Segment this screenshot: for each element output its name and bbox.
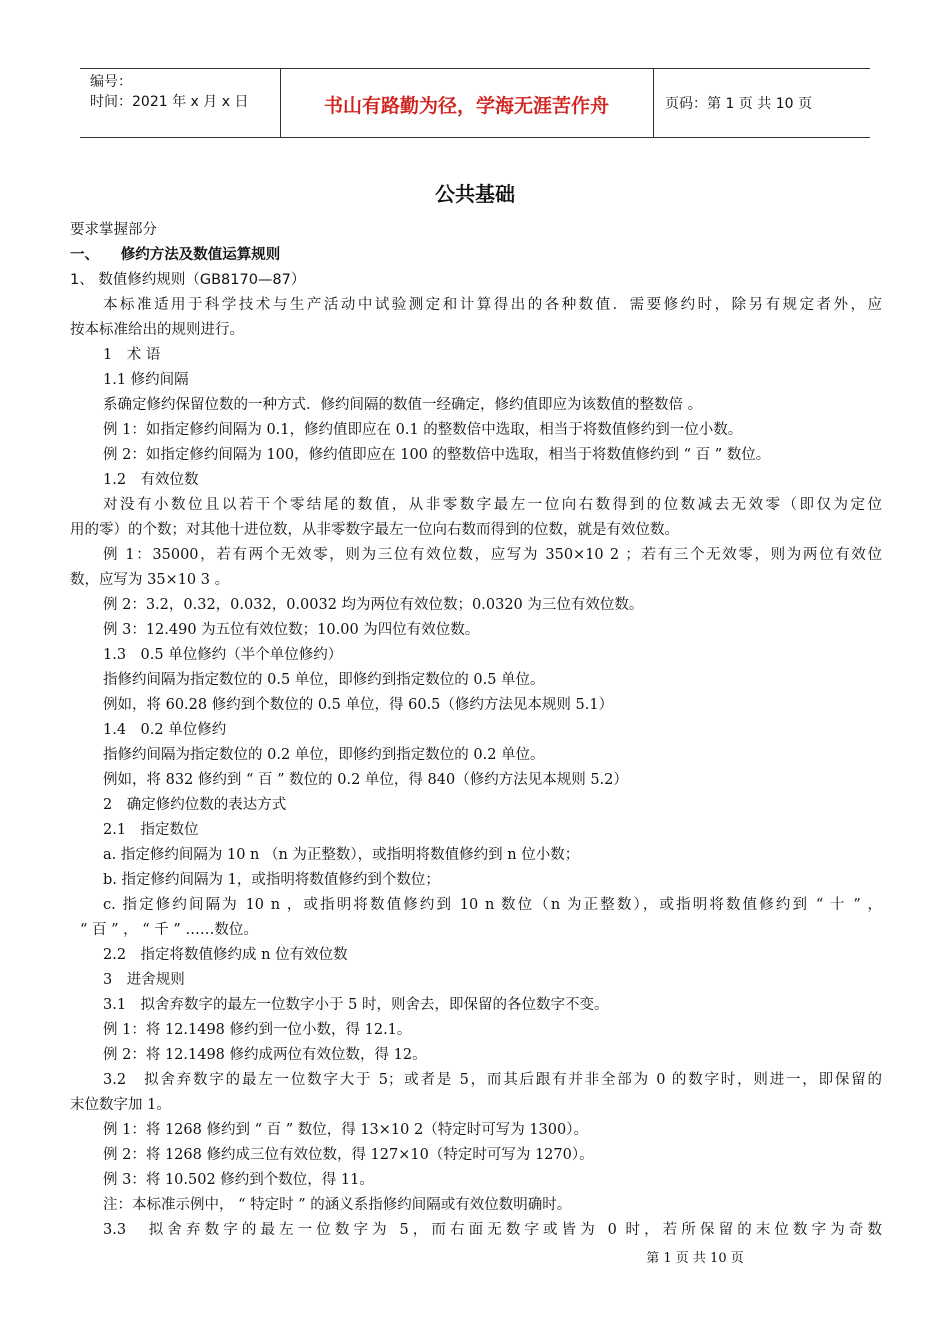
header-info-cell	[80, 69, 281, 137]
text-line: 数，应写为 35×10 3 。	[70, 572, 230, 588]
text-line: a. 指定修约间隔为 10 n （n 为正整数），或指明将数值修约到 n 位小数；	[103, 847, 580, 863]
page-title: 公共基础	[435, 182, 515, 206]
text-line: 3.3 拟舍弃数字的最左一位数字为 5，而右面无数字或皆为 0 时，若所保留的末位数字为奇数	[103, 1222, 882, 1238]
text-line: 例 2：将 1268 修约成三位有效位数，得 127×10（特定时可写为 1270）。	[103, 1147, 594, 1163]
text-line: 对没有小数位且以若干个零结尾的数值，从非零数字最左一位向右数得到的位数减去无效零（即仅为定位	[103, 497, 882, 513]
text-line: 1 术 语	[103, 347, 161, 363]
text-line: 例 1：35000，若有两个无效零，则为三位有效位数，应写为 350×10 2 ；若有三个无效零，则为两位有效位	[103, 547, 882, 563]
text-line: 3 进舍规则	[103, 972, 185, 988]
text-line: 2 确定修约位数的表达方式	[103, 797, 287, 813]
text-line: 2.1 指定数位	[103, 822, 199, 838]
text-line: 1.1 修约间隔	[103, 372, 189, 388]
text-line: 本标准适用于科学技术与生产活动中试验测定和计算得出的各种数值．需要修约时，除另有规定者外，应	[103, 297, 882, 313]
text-line: 用的零）的个数；对其他十进位数，从非零数字最左一位向右数而得到的位数，就是有效位数。	[70, 522, 679, 538]
text-line: 系确定修约保留位数的一种方式．修约间隔的数值一经确定，修约值即应为该数值的整数倍 。	[103, 397, 703, 413]
text-line: 例 1：将 1268 修约到 “ 百 ” 数位，得 13×10 2（特定时可写为 1300）。	[103, 1122, 588, 1138]
text-line: 按本标准给出的规则进行。	[70, 322, 244, 338]
text-line: 例如，将 60.28 修约到个数位的 0.5 单位，得 60.5（修约方法见本规则 5.1）	[103, 697, 614, 713]
text-line: 1.2 有效位数	[103, 472, 199, 488]
header-motto: 书山有路勤为径，学海无涯苦作舟	[323, 95, 609, 117]
text-line: 例 1：将 12.1498 修约到一位小数，得 12.1。	[103, 1022, 412, 1038]
text-line: 3.2 拟舍弃数字的最左一位数字大于 5；或者是 5，而其后跟有并非全部为 0 的数字时，则进一，即保留的	[103, 1072, 882, 1088]
text-line: 1.3 0.5 单位修约（半个单位修约）	[103, 647, 343, 663]
header-page-cell	[653, 69, 870, 137]
text-line: 例 3：将 10.502 修约到个数位，得 11。	[103, 1172, 374, 1188]
text-line: c. 指定修约间隔为 10 n ，或指明将数值修约到 10 n 数位（n 为正整数），或指明将数值修约到 “ 十 ” ，	[103, 897, 882, 913]
header-motto-cell	[280, 69, 654, 137]
text-line: b. 指定修约间隔为 1，或指明将数值修约到个数位；	[103, 872, 440, 888]
text-line: 例 1：如指定修约间隔为 0.1，修约值即应在 0.1 的整数倍中选取，相当于将数值修约到一位小数。	[103, 422, 743, 438]
document-time-label: 时间：2021 年 x 月 x 日	[90, 94, 249, 110]
text-line: 指修约间隔为指定数位的 0.2 单位，即修约到指定数位的 0.2 单位。	[103, 747, 545, 763]
text-line: 例 2：如指定修约间隔为 100，修约值即应在 100 的整数倍中选取，相当于将数值修约到 “ 百 ” 数位。	[103, 447, 771, 463]
page-header	[80, 68, 870, 138]
subsection-heading: 1、 数值修约规则（GB8170—87）	[70, 272, 306, 288]
text-line: 例 3：12.490 为五位有效位数；10.00 为四位有效位数。	[103, 622, 480, 638]
text-line: 例 2：3.2，0.32，0.032，0.0032 均为两位有效位数；0.0320 为三位有效位数。	[103, 597, 644, 613]
document-number-label: 编号：	[90, 74, 132, 90]
text-line: 例 2：将 12.1498 修约成两位有效位数，得 12。	[103, 1047, 427, 1063]
text-line: 注：本标准示例中， “ 特定时 ” 的涵义系指修约间隔或有效位数明确时。	[103, 1197, 572, 1213]
header-page-code: 页码：第 1 页 共 10 页	[665, 96, 812, 112]
page-footer: 第 1 页 共 10 页	[646, 1251, 744, 1266]
text-line: 指修约间隔为指定数位的 0.5 单位，即修约到指定数位的 0.5 单位。	[103, 672, 545, 688]
text-line: “ 百 ” ， “ 千 ” ……数位。	[80, 922, 258, 938]
text-line: 2.2 指定将数值修约成 n 位有效位数	[103, 947, 348, 963]
text-line: 例如，将 832 修约到 “ 百 ” 数位的 0.2 单位，得 840（修约方法见本规则 5.2）	[103, 772, 628, 788]
text-line: 1.4 0.2 单位修约	[103, 722, 227, 738]
text-line: 3.1 拟舍弃数字的最左一位数字小于 5 时，则舍去，即保留的各位数字不变。	[103, 997, 609, 1013]
text-line: 末位数字加 1。	[70, 1097, 171, 1113]
text-line: 要求掌握部分	[70, 222, 157, 238]
section-heading: 一、 修约方法及数值运算规则	[70, 247, 281, 263]
